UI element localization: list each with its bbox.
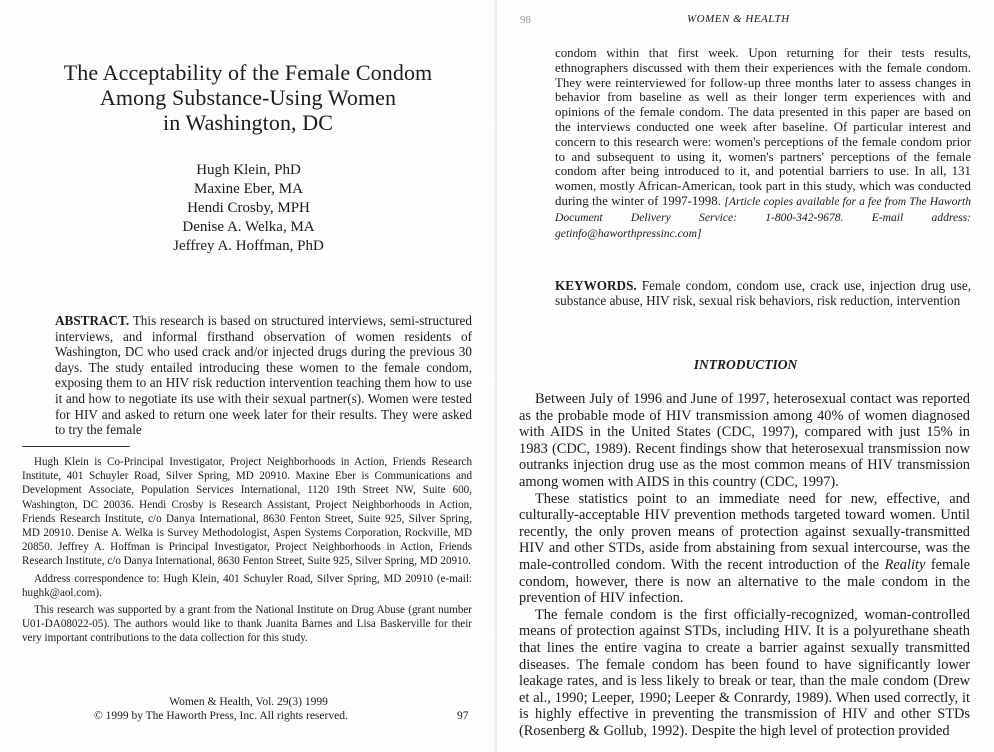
page-number: 98	[520, 14, 531, 26]
paragraph-text: female condom, however, there is now an alternative to the male condom in the prevention of HIV infection.	[519, 556, 970, 607]
introduction-body	[519, 391, 970, 739]
author-name: Hendi Crosby, MPH	[187, 200, 310, 216]
author-name: Hugh Klein, PhD	[196, 162, 301, 178]
running-head: WOMEN & HEALTH	[687, 13, 790, 25]
title-line: Among Substance-Using Women	[99, 85, 397, 110]
abstract-text: This research is based on structured interviews, semi-structured interviews, and informal firsthand observation of women residents of Washington, DC who used crack and/or injected drugs during the previous 30 days. The study entailed introducing these women to the female condom, exposing them to an HIV risk reduction intervention teaching them how to use it and how to negotiate its use with their sexual partner(s). Women were tested for HIV and asked to return one week later for their results. They were asked to try the female	[55, 313, 472, 438]
right-page	[497, 0, 994, 752]
copyright-notice: © 1999 by The Haworth Press, Inc. All rights reserved.	[94, 710, 348, 722]
footnote-divider	[22, 446, 130, 447]
footnote-grant: This research was supported by a grant from the National Institute on Drug Abuse (grant number U01-DA08022-05). The authors would like to thank Juanita Barnes and Lisa Baskerville for their very important contributions to the data collection for this study.	[22, 604, 472, 645]
title-line: The Acceptability of the Female Condom	[63, 60, 433, 85]
footnotes	[22, 455, 472, 649]
paragraph: The female condom is the first officially-recognized, woman-controlled means of protection against STDs, including HIV. It is a polyurethane sheath that lines the entire vagina to create a barrier against sexually transmitted diseases. The female condom has been found to have significantly lower leakage rates, and is less likely to break or tear, than the male condom (Drew et al., 1990; Leeper, 1990; Leeper & Conrardy, 1989). When used correctly, it is highly effective in preventing the transmission of HIV and other STDs (Rosenberg & Gollub, 1992). Despite the high level of protection provided	[519, 606, 970, 739]
footnote-affiliations: Hugh Klein is Co-Principal Investigator, Project Neighborhoods in Action, Friends Research Institute, 401 Schuyler Road, Silver Spring, MD 20910. Maxine Eber is Communications and Development Associate, Population Services International, 1120 19th Street NW, Suite 600, Washington, DC 20036. Hendi Crosby is Research Assistant, Project Neighborhoods in Action, Friends Research Institute, c/o Danya International, 8630 Fenton Street, Suite 925, Silver Spring, MD 20910. Denise A. Welka is Survey Methodologist, Aspen Systems Corporation, Rockville, MD 20850. Jeffrey A. Hoffman is Principal Investigator, Project Neighborhoods in Action, Friends Research Institute, c/o Danya International, 8630 Fenton Street, Suite 925, Silver Spring, MD 20910.	[22, 456, 472, 568]
continuation-text: condom within that first week. Upon returning for their tests results, ethnographers discussed with them their experiences with the female condom. They were reinterviewed for follow-up three months later to assess changes in behavior from baseline as well as their longer term experiences with and opinions of the female condom. The data presented in this paper are based on the interviews conducted one week after baseline. Of particular interest and concern to this research were: women's perceptions of the female condom prior to and subsequent to using it, women's partners' perceptions of the female condom after being introduced to it, and potential barriers to use. In all, 131 women, mostly African-American, took part in this study, which was conducted during the winter of 1997-1998.	[555, 46, 971, 208]
abstract-continuation	[555, 46, 971, 241]
author-name: Denise A. Welka, MA	[182, 219, 315, 235]
author-list	[0, 161, 497, 256]
page-number: 97	[457, 710, 469, 722]
abstract	[55, 313, 472, 438]
keywords-label: KEYWORDS.	[555, 278, 637, 293]
paragraph	[519, 491, 970, 607]
delivery-note: [Article copies available for a fee from The Haworth Document Delivery Service: 1-800-342-9678. E-mail address: getinfo@haworthpressinc.com]	[555, 194, 971, 240]
author-name: Maxine Eber, MA	[194, 181, 303, 197]
journal-citation: Women & Health, Vol. 29(3) 1999	[169, 696, 328, 708]
keywords	[555, 278, 971, 309]
title-line: in Washington, DC	[162, 110, 334, 135]
footnote-correspondence: Address correspondence to: Hugh Klein, 401 Schuyler Road, Silver Spring, MD 20910 (e-mail: hughk@aol.com).	[22, 572, 472, 599]
author-name: Jeffrey A. Hoffman, PhD	[173, 238, 324, 254]
abstract-label: ABSTRACT.	[55, 313, 130, 328]
product-name: Reality	[884, 556, 926, 573]
keywords-text: Female condom, condom use, crack use, injection drug use, substance abuse, HIV risk, sexual risk behaviors, risk reduction, intervention	[555, 278, 972, 309]
article-title	[22, 60, 474, 135]
paragraph-text: These statistics point to an immediate need for new, effective, and culturally-acceptable HIV prevention methods targeted toward women. Until recently, the only proven means of protection against sexually-transmitted HIV and other STDs, aside from abstaining from sexual intercourse, was the male-controlled condom. With the recent introduction of the	[519, 490, 970, 573]
paragraph: Between July of 1996 and June of 1997, heterosexual contact was reported as the probable mode of HIV transmission among 40% of women diagnosed with AIDS in the United States (CDC, 1997), compared with just 15% in 1983 (CDC, 1989). Recent findings show that heterosexual transmission now outranks injection drug use as the most common means of HIV transmission among women with AIDS in this country (CDC, 1997).	[519, 391, 970, 490]
section-heading: INTRODUCTION	[693, 357, 798, 372]
